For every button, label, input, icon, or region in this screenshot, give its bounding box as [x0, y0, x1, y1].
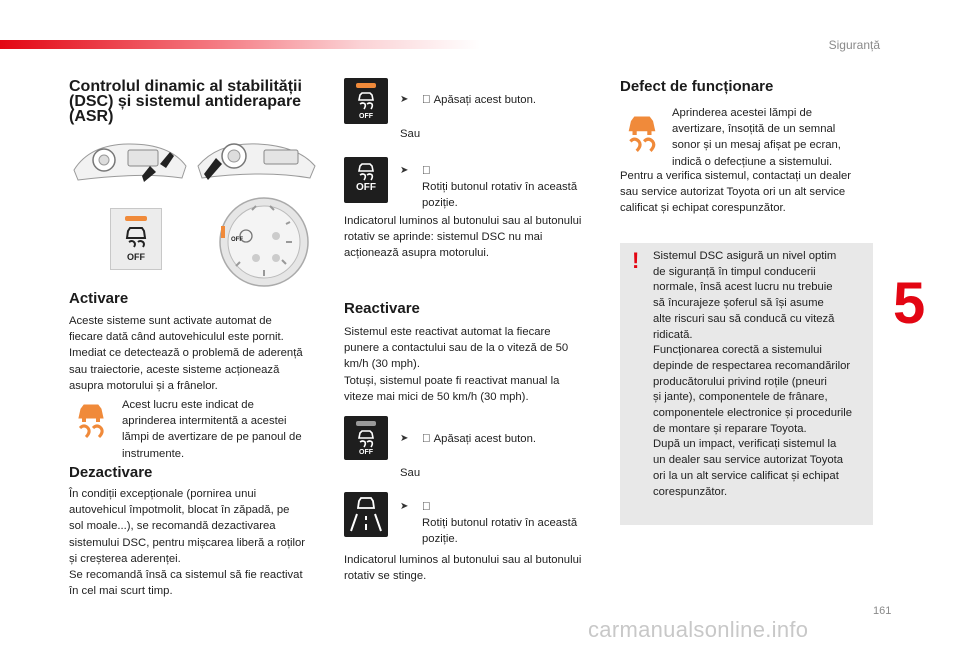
- off-label: OFF: [359, 449, 373, 456]
- text-line: instrumente.: [122, 447, 185, 460]
- main-title-line: Controlul dinamic al stabilității: [69, 78, 302, 95]
- text-line: corespunzător.: [653, 485, 728, 498]
- info-box-text: [653, 249, 871, 500]
- text-line: Totuși, sistemul poate fi reactivat manual la: [344, 374, 560, 387]
- chapter-number: 5: [893, 271, 926, 336]
- text-line: un dealer sau service autorizat Toyota: [653, 454, 844, 467]
- section-title: Siguranță: [828, 38, 880, 52]
- text-line: lămpi de avertizare de pe panoul de: [122, 431, 302, 444]
- off-label: OFF: [359, 113, 373, 120]
- text-line: Aceste sisteme sunt activate automat de: [69, 315, 272, 327]
- dsc-button-panel: [110, 208, 162, 270]
- text-line: normale, însă acest lucru nu trebuie: [653, 281, 833, 294]
- watermark: carmanualsonline.info: [588, 617, 809, 642]
- knob-off-position-icon: [344, 157, 388, 203]
- deactivation-note: [344, 213, 606, 262]
- main-title: [69, 79, 302, 124]
- button-indicator-light: [125, 216, 147, 221]
- text-line: de siguranță în timpul conducerii: [653, 265, 816, 278]
- main-title-line: (ASR): [69, 108, 114, 125]
- text-line: depinde de respectarea recomandărilor: [653, 359, 851, 372]
- text-line: Funcționarea corectă a sistemului: [653, 344, 822, 357]
- step-text: poziție.: [422, 533, 458, 545]
- text-line: de montare și reparare Toyota.: [653, 422, 807, 435]
- exclamation-icon: !: [632, 248, 640, 273]
- defect-indent-text: [672, 105, 872, 170]
- text-line: sau service autorizat Toyota ori un alt service: [620, 186, 846, 199]
- text-line: sau traiectorie, aceste sisteme acționează: [69, 363, 280, 376]
- text-line: asupra motorului și a frânelor.: [69, 379, 218, 392]
- text-line: aprinderea intermitentă a acestei: [122, 415, 287, 428]
- step-text: poziție.: [422, 197, 458, 209]
- step-text: Rotiți butonul rotativ în această: [422, 181, 578, 193]
- text-line: acționează asupra motorului.: [344, 247, 490, 260]
- text-line: Sistemul DSC asigură un nivel optim: [653, 250, 837, 262]
- dezactivare-text: [69, 486, 334, 599]
- dashboard-right-illustration: [194, 136, 319, 188]
- step-text: Apăsați acest buton.: [433, 94, 536, 106]
- activare-heading: Activare: [69, 290, 129, 307]
- text-line: ori la un alt service calificat și echipat: [653, 469, 839, 482]
- off-label: OFF: [356, 182, 376, 193]
- button-off-label: OFF: [127, 252, 145, 262]
- step-text: Apăsați acest buton.: [433, 433, 536, 445]
- text-line: După un impact, verificați sistemul la: [653, 438, 837, 451]
- skid-car-icon: [124, 227, 148, 249]
- text-line: în cel mai scurt timp.: [69, 585, 173, 598]
- text-line: sistemului DSC, pentru mișcarea liberă a roților: [69, 536, 306, 549]
- page-number: 161: [873, 605, 892, 617]
- dsc-off-button-icon-active: [344, 78, 388, 124]
- header-gradient-bar: [0, 40, 480, 49]
- bullet-arrow-icon: ➤: [400, 94, 409, 105]
- text-line: În condiții excepționale (pornirea unui: [69, 488, 257, 500]
- text-line: sonor și un mesaj afișat pe ecran,: [672, 139, 841, 152]
- text-line: Se recomandă însă ca sistemul să fie reactivat: [69, 569, 303, 582]
- indicator-light: [356, 83, 376, 88]
- sau-label-2: Sau: [400, 467, 421, 479]
- text-line: componentele electronice și procedurile: [653, 407, 853, 420]
- step-text: Rotiți butonul rotativ în această: [422, 517, 578, 529]
- step-press-2: [400, 431, 536, 447]
- text-line: Acest lucru este indicat de: [122, 399, 254, 411]
- bullet-arrow-icon: ➤: [400, 501, 409, 512]
- text-line: Aprinderea acestei lămpi de: [672, 107, 813, 119]
- text-line: sol moale...), se recomandă dezactivarea: [69, 520, 276, 533]
- text-line: Imediat ce detectează o problemă de aderență: [69, 347, 303, 360]
- reactivare-text: [344, 324, 606, 405]
- text-line: ridicată.: [653, 328, 693, 341]
- text-line: km/h (30 mph).: [344, 358, 420, 371]
- reactivation-note: [344, 552, 606, 584]
- dezactivare-heading: Dezactivare: [69, 464, 153, 481]
- main-title-line: (DSC) și sistemul antiderapare: [69, 93, 302, 110]
- text-line: fiecare dată când autovehiculul este pornit.: [69, 331, 284, 344]
- text-line: calificat și echipat corespunzător.: [620, 202, 786, 215]
- text-line: rotativ se stinge.: [344, 570, 427, 583]
- step-rotate-2: [400, 499, 577, 547]
- text-line: autovehicul împotmolit, blocat în zăpadă, pe: [69, 504, 290, 517]
- defect-heading: Defect de funcționare: [620, 78, 774, 95]
- sau-label-1: Sau: [400, 128, 421, 140]
- text-line: rotativ se aprinde: sistemul DSC nu mai: [344, 231, 543, 244]
- activare-text: [69, 313, 329, 394]
- indicator-light: [356, 421, 376, 426]
- activare-warning-text: [122, 397, 332, 462]
- text-line: să încurajeze șoferul să își asume: [653, 297, 824, 310]
- skid-car-icon: [357, 163, 375, 181]
- text-line: avertizare, însoțită de un semnal: [672, 123, 836, 136]
- bullet-arrow-icon: ➤: [400, 433, 409, 444]
- text-line: și creșterea aderenței.: [69, 552, 181, 565]
- text-line: punere a contactului sau de la o viteză de 50: [344, 342, 569, 355]
- step-rotate-1: [400, 163, 577, 211]
- text-line: producătorului privind roțile (pneuri: [653, 375, 827, 388]
- defect-full-text: [620, 168, 880, 217]
- text-line: indică o defecțiune a sistemului.: [672, 155, 833, 168]
- text-line: Pentru a verifica sistemul, contactați un dealer: [620, 170, 852, 182]
- text-line: alte riscuri sau să conducă cu viteză: [653, 312, 835, 325]
- bullet-arrow-icon: ➤: [400, 165, 409, 176]
- knob-off-label: OFF: [231, 237, 243, 243]
- skid-car-icon: [357, 430, 375, 448]
- skid-car-warning-icon: [76, 404, 106, 440]
- text-line: Indicatorul luminos al butonului sau al butonului: [344, 215, 582, 227]
- text-line: Indicatorul luminos al butonului sau al butonului: [344, 554, 582, 566]
- step-press-1: [400, 92, 536, 108]
- reactivare-heading: Reactivare: [344, 300, 420, 317]
- text-line: viteze mai mici de 50 km/h (30 mph).: [344, 390, 529, 403]
- dsc-off-button-icon-inactive: [344, 416, 388, 460]
- text-line: și jante), componentele de frânare,: [653, 391, 828, 404]
- dashboard-left-illustration: [70, 136, 190, 188]
- lane-road-icon: [344, 492, 388, 537]
- car-on-road-icon: [348, 496, 384, 533]
- skid-car-warning-icon: [626, 116, 658, 154]
- text-line: Sistemul este reactivat automat la fiecare: [344, 326, 551, 338]
- skid-car-icon: [357, 92, 375, 110]
